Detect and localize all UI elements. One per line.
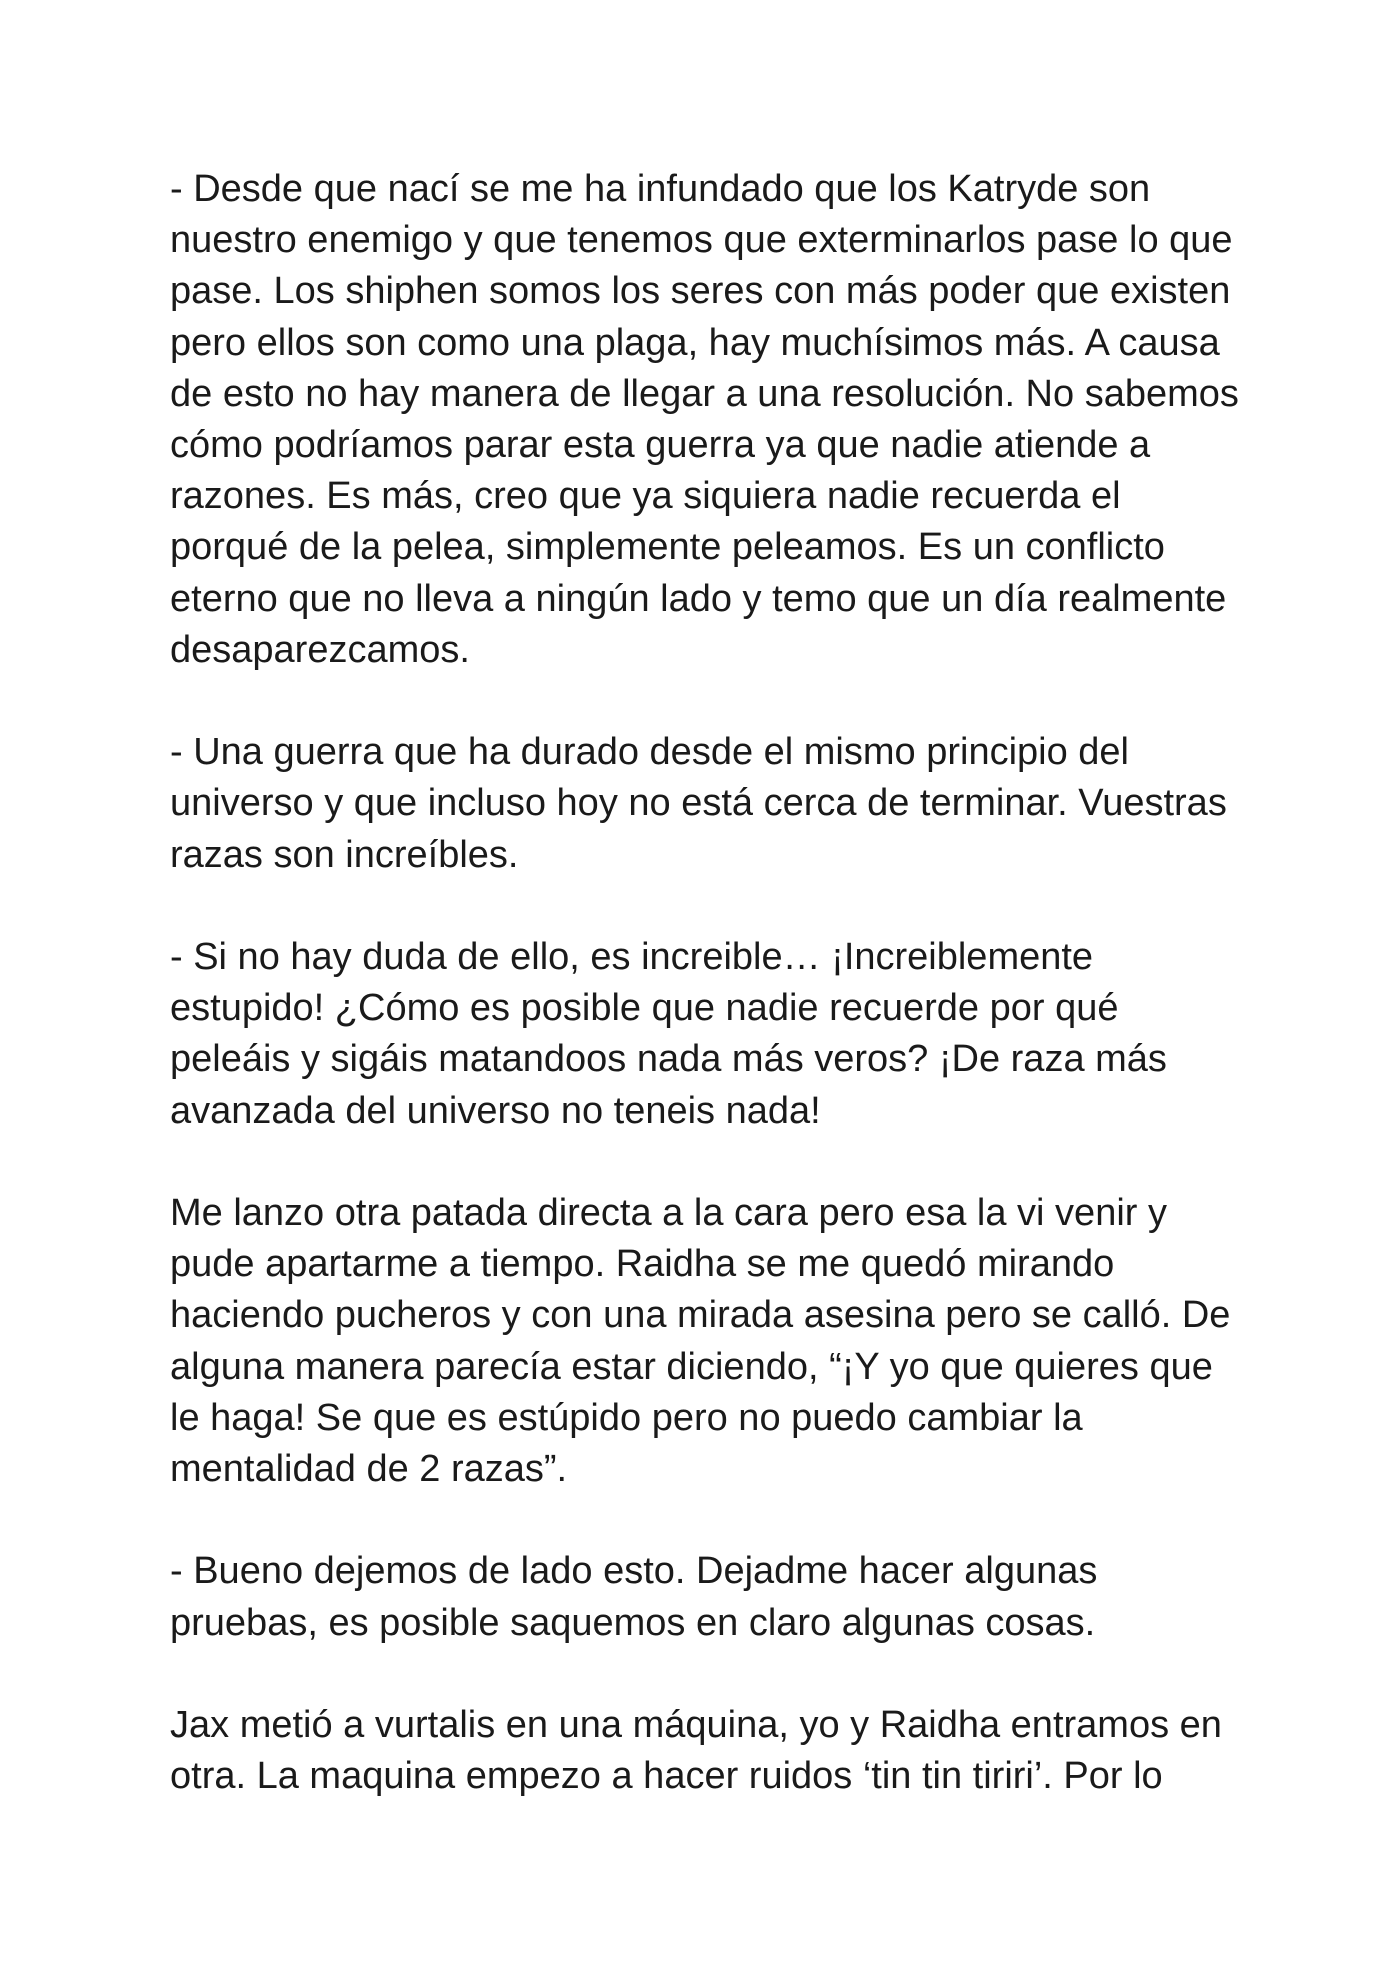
document-body bbox=[170, 164, 1250, 1802]
paragraph-5: - Bueno dejemos de lado esto. Dejadme hacer algunas pruebas, es posible saquemos en claro algunas cosas. bbox=[170, 1550, 1098, 1644]
paragraph-1: - Desde que nací se me ha infundado que los Katryde son nuestro enemigo y que tenemos que exterminarlos pase lo que pase. Los shiphen somos los seres con más poder que existen pero ellos son como una plaga, hay muchísimos más. A causa de esto no hay manera de llegar a una resolución. No sabemos cómo podríamos parar esta guerra ya que nadie atiende a razones. Es más, creo que ya siquiera nadie recuerda el porqué de la pelea, simplemente peleamos. Es un conflicto eterno que no lleva a ningún lado y temo que un día realmente desaparezcamos. bbox=[170, 168, 1239, 671]
paragraph-4: Me lanzo otra patada directa a la cara pero esa la vi venir y pude apartarme a tiempo. Raidha se me quedó mirando haciendo pucheros y con una mirada asesina pero se calló. De alguna manera parecía estar diciendo, “¡Y yo que quieres que le haga! Se que es estúpido pero no puedo cambiar la mentalidad de 2 razas”. bbox=[170, 1192, 1231, 1491]
paragraph-3: - Si no hay duda de ello, es increible… ¡Increiblemente estupido! ¿Cómo es posible que nadie recuerde por qué peleáis y sigáis matandoos nada más veros? ¡De raza más avanzada del universo no teneis nada! bbox=[170, 936, 1167, 1132]
paragraph-2: - Una guerra que ha durado desde el mismo principio del universo y que incluso hoy no está cerca de terminar. Vuestras razas son increíbles. bbox=[170, 731, 1227, 876]
paragraph-6: Jax metió a vurtalis en una máquina, yo y Raidha entramos en otra. La maquina empezo a hacer ruidos ‘tin tin tiriri’. Por lo bbox=[170, 1704, 1222, 1798]
